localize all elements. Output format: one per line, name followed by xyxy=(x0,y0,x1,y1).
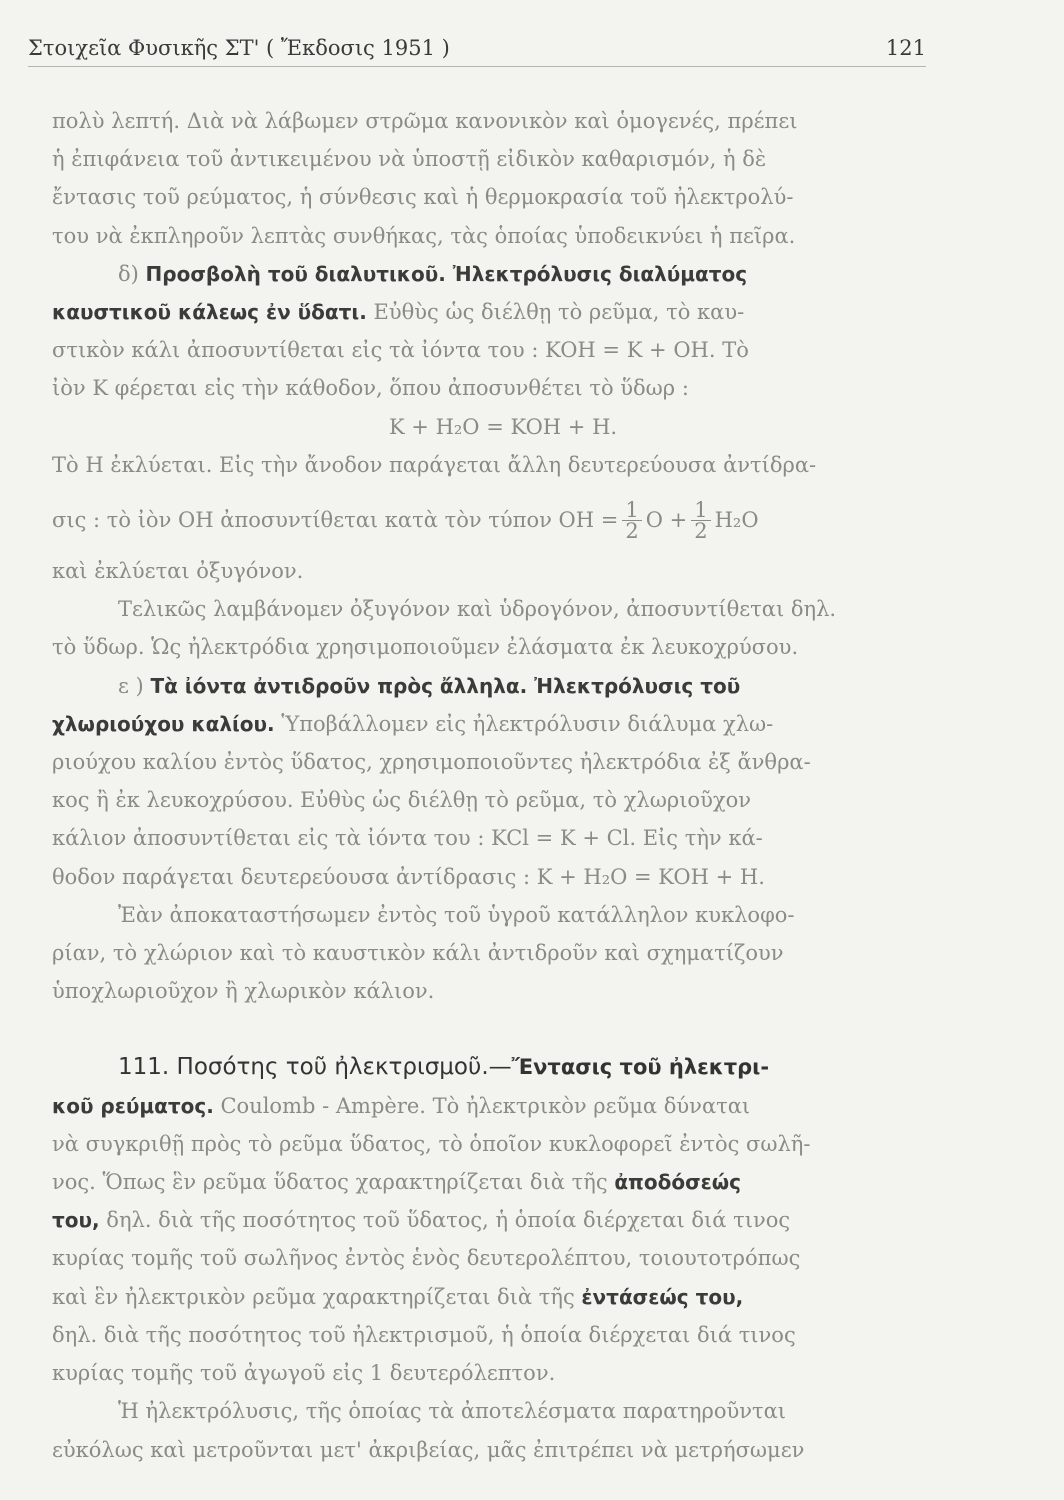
text-line: κυρίας τομῆς τοῦ σωλῆνος ἐντὸς ἑνὸς δευτερολέπτου, τοιουτοτρόπως xyxy=(52,1246,801,1271)
text-line: εὐκόλως καὶ μετροῦνται μετ' ἀκριβείας, μᾶς ἐπιτρέπει νὰ μετρήσωμεν xyxy=(52,1437,805,1462)
text-line: ἔντασις τοῦ ρεύματος, ἡ σύνθεσις καὶ ἡ θερμοκρασία τοῦ ἠλεκτρολύ- xyxy=(52,185,794,210)
text-line: πολὺ λεπτή. Διὰ νὰ λάβωμεν στρῶμα κανονικὸν καὶ ὁμογενές, πρέπει xyxy=(52,109,798,133)
equation: K + H₂O = KOH + H. xyxy=(388,414,618,439)
running-head xyxy=(28,36,926,67)
text-span: H₂O xyxy=(714,507,759,532)
text-line: θοδον παράγεται δευτερεύουσα ἀντίδρασις : K + H₂O = KOH + H. xyxy=(52,864,765,889)
fraction-denominator: 2 xyxy=(694,518,708,543)
text-line: στικὸν κάλι ἀποσυντίθεται εἰς τὰ ἰόντα του : KOH = K + OH. Τὸ xyxy=(52,338,749,363)
text-line: κάλιον ἀποσυντίθεται εἰς τὰ ἰόντα του : KCl = K + Cl. Εἰς τὴν κά- xyxy=(52,826,763,851)
text-span: O + xyxy=(645,507,688,532)
text-line xyxy=(52,1278,954,1316)
text-line: ρίαν, τὸ χλώριον καὶ τὸ καυστικὸν κάλι ἀντιδροῦν καὶ σχηματίζουν xyxy=(52,941,784,966)
text-line xyxy=(52,1087,954,1125)
text-line xyxy=(52,1163,954,1201)
bold-term: ἐντάσεώς του, xyxy=(581,1284,744,1309)
text-line: νὰ συγκριθῇ πρὸς τὸ ρεῦμα ὕδατος, τὸ ὁποῖον κυκλοφορεῖ ἐντὸς σωλῆ- xyxy=(52,1131,811,1156)
formula-line xyxy=(52,488,954,552)
text-line: Ἐὰν ἀποκαταστήσωμεν ἐντὸς τοῦ ὑγροῦ κατάλληλον κυκλοφο- xyxy=(118,902,795,927)
text-line: κυρίας τομῆς τοῦ ἀγωγοῦ εἰς 1 δευτερόλεπτον. xyxy=(52,1361,556,1386)
text-span: Coulomb - Ampère. Τὸ ἠλεκτρικὸν ρεῦμα δύναται xyxy=(220,1093,751,1118)
bold-heading: Προσβολὴ τοῦ διαλυτικοῦ. Ἠλεκτρόλυσις διαλύματος xyxy=(145,261,748,286)
text-line xyxy=(52,705,954,743)
fraction-numerator: 1 xyxy=(622,500,641,521)
text-span: Εὐθὺς ὡς διέλθῃ τὸ ρεῦμα, τὸ καυ- xyxy=(373,300,745,325)
text-span: Ὑποβάλλομεν εἰς ἠλεκτρόλυσιν διάλυμα χλω- xyxy=(281,711,774,736)
text-line: ὑποχλωριοῦχον ἢ χλωρικὸν κάλιον. xyxy=(52,979,435,1004)
body-text xyxy=(52,102,954,1469)
text-line: κος ἢ ἐκ λευκοχρύσου. Εὐθὺς ὡς διέλθῃ τὸ ρεῦμα, τὸ χλωριοῦχον xyxy=(52,788,751,813)
fraction xyxy=(622,497,641,543)
text-line: δηλ. διὰ τῆς ποσότητος τοῦ ἠλεκτρισμοῦ, ἡ ὁποία διέρχεται διά τινος xyxy=(52,1322,796,1347)
text-line: τὸ ὕδωρ. Ὡς ἠλεκτρόδια χρησιμοποιοῦμεν ἐλάσματα ἐκ λευκοχρύσου. xyxy=(52,635,799,660)
book-title: Στοιχεῖα Φυσικῆς ΣΤ' ( Ἔκδοσις 1951 ) xyxy=(28,36,450,60)
text-line: καὶ ἐκλύεται ὀξυγόνον. xyxy=(52,559,304,584)
text-line xyxy=(52,1201,954,1239)
bold-heading: κοῦ ρεύματος. xyxy=(52,1093,214,1118)
text-span: σις : τὸ ἰὸν OH ἀποσυντίθεται κατὰ τὸν τύπον OH = xyxy=(52,507,619,532)
text-line: Ἡ ἠλεκτρόλυσις, τῆς ὁποίας τὰ ἀποτελέσματα παρατηροῦνται xyxy=(118,1399,787,1424)
paragraph-e-heading xyxy=(52,667,954,705)
text-line: Τὸ H ἐκλύεται. Εἰς τὴν ἄνοδον παράγεται ἄλλη δευτερεύουσα ἀντίδρα- xyxy=(52,452,817,477)
section-subtitle: Ἔντασις τοῦ ἠλεκτρι- xyxy=(511,1055,770,1080)
section-gap xyxy=(52,1010,954,1048)
text-span: καὶ ἓν ἠλεκτρικὸν ρεῦμα χαρακτηρίζεται διὰ τῆς xyxy=(52,1284,575,1309)
bold-heading: χλωριούχου καλίου. xyxy=(52,711,275,736)
fraction xyxy=(691,497,710,543)
text-span: νος. Ὅπως ἓν ρεῦμα ὕδατος χαρακτηρίζεται διὰ τῆς xyxy=(52,1170,608,1195)
item-label: ε ) xyxy=(118,673,144,698)
page-number: 121 xyxy=(885,36,926,60)
text-line: του νὰ ἐκπληροῦν λεπτὰς συνθήκας, τὰς ὁποίας ὑποδεικνύει ἡ πεῖρα. xyxy=(52,223,796,248)
text-span: δηλ. διὰ τῆς ποσότητος τοῦ ὕδατος, ἡ ὁποία διέρχεται διά τινος xyxy=(106,1208,791,1233)
section-title: Ποσότης τοῦ ἠλεκτρισμοῦ.— xyxy=(176,1054,512,1081)
text-line xyxy=(52,293,954,331)
bold-term: ἀποδόσεώς xyxy=(614,1170,742,1195)
fraction-numerator: 1 xyxy=(691,500,710,521)
text-line: ἡ ἐπιφάνεια τοῦ ἀντικειμένου νὰ ὑποστῇ εἰδικὸν καθαρισμόν, ἡ δὲ xyxy=(52,147,767,172)
bold-term: του, xyxy=(52,1208,100,1233)
bold-heading: Τὰ ἰόντα ἀντιδροῦν πρὸς ἄλληλα. Ἠλεκτρόλυσις τοῦ xyxy=(150,673,741,698)
fraction-denominator: 2 xyxy=(625,518,639,543)
section-111-heading xyxy=(52,1048,954,1086)
text-line: Τελικῶς λαμβάνομεν ὀξυγόνον καὶ ὑδρογόνον, ἀποσυντίθεται δηλ. xyxy=(118,597,837,622)
text-line: ἰὸν K φέρεται εἰς τὴν κάθοδον, ὅπου ἀποσυνθέτει τὸ ὕδωρ : xyxy=(52,376,689,401)
bold-heading: καυστικοῦ κάλεως ἐν ὕδατι. xyxy=(52,300,367,325)
section-number: 111. xyxy=(118,1054,170,1081)
paragraph-d-heading xyxy=(52,255,954,293)
text-line: ριούχου καλίου ἐντὸς ὕδατος, χρησιμοποιοῦντες ἠλεκτρόδια ἐξ ἄνθρα- xyxy=(52,750,811,775)
item-label: δ) xyxy=(118,261,139,286)
